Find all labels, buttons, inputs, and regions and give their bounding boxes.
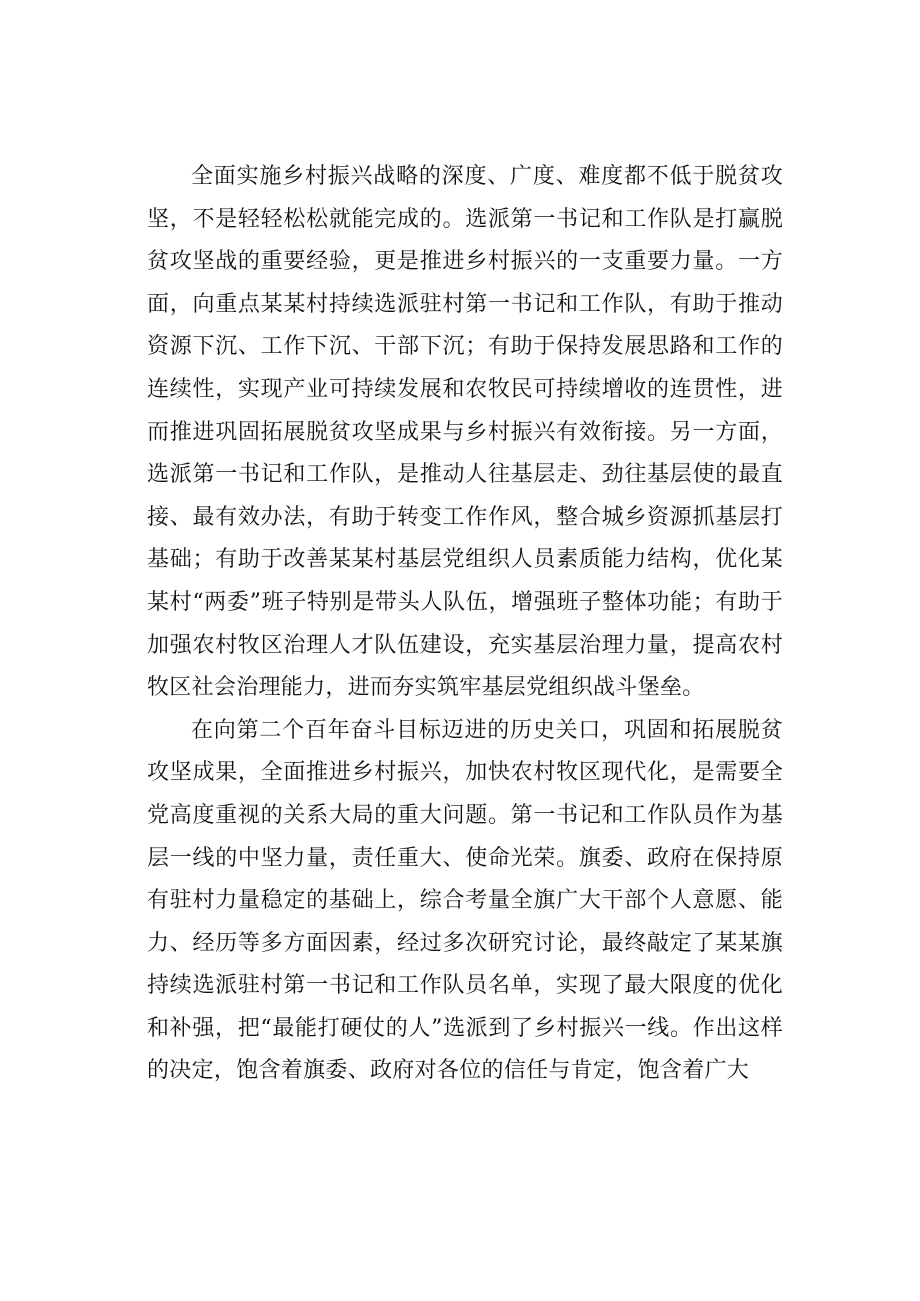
document-body [147, 156, 783, 1093]
paragraph-2: 在向第二个百年奋斗目标迈进的历史关口，巩固和拓展脱贫攻坚成果，全面推进乡村振兴，加快农村牧区现代化，是需要全党高度重视的关系大局的重大问题。第一书记和工作队员作为基层一线的中坚力量，责任重大、使命光荣。旗委、政府在保持原有驻村力量稳定的基础上，综合考量全旗广大干部个人意愿、能力、经历等多方面因素，经过多次研究讨论，最终敲定了某某旗持续选派驻村第一书记和工作队员名单，实现了最大限度的优化和补强，把“最能打硬仗的人”选派到了乡村振兴一线。作出这样的决定，饱含着旗委、政府对各位的信任与肯定，饱含着广大 [147, 717, 783, 1084]
paragraph-1: 全面实施乡村振兴战略的深度、广度、难度都不低于脱贫攻坚，不是轻轻松松就能完成的。选派第一书记和工作队是打赢脱贫攻坚战的重要经验，更是推进乡村振兴的一支重要力量。一方面，向重点某某村持续选派驻村第一书记和工作队，有助于推动资源下沉、工作下沉、干部下沉；有助于保持发展思路和工作的连续性，实现产业可持续发展和农牧民可持续增收的连贯性，进而推进巩固拓展脱贫攻坚成果与乡村振兴有效衔接。另一方面，选派第一书记和工作队，是推动人往基层走、劲往基层使的最直接、最有效办法，有助于转变工作作风，整合城乡资源抓基层打基础；有助于改善某某村基层党组织人员素质能力结构，优化某某村“两委”班子特别是带头人队伍，增强班子整体功能；有助于加强农村牧区治理人才队伍建设，充实基层治理力量，提高农村牧区社会治理能力，进而夯实筑牢基层党组织战斗堡垒。 [147, 164, 783, 701]
